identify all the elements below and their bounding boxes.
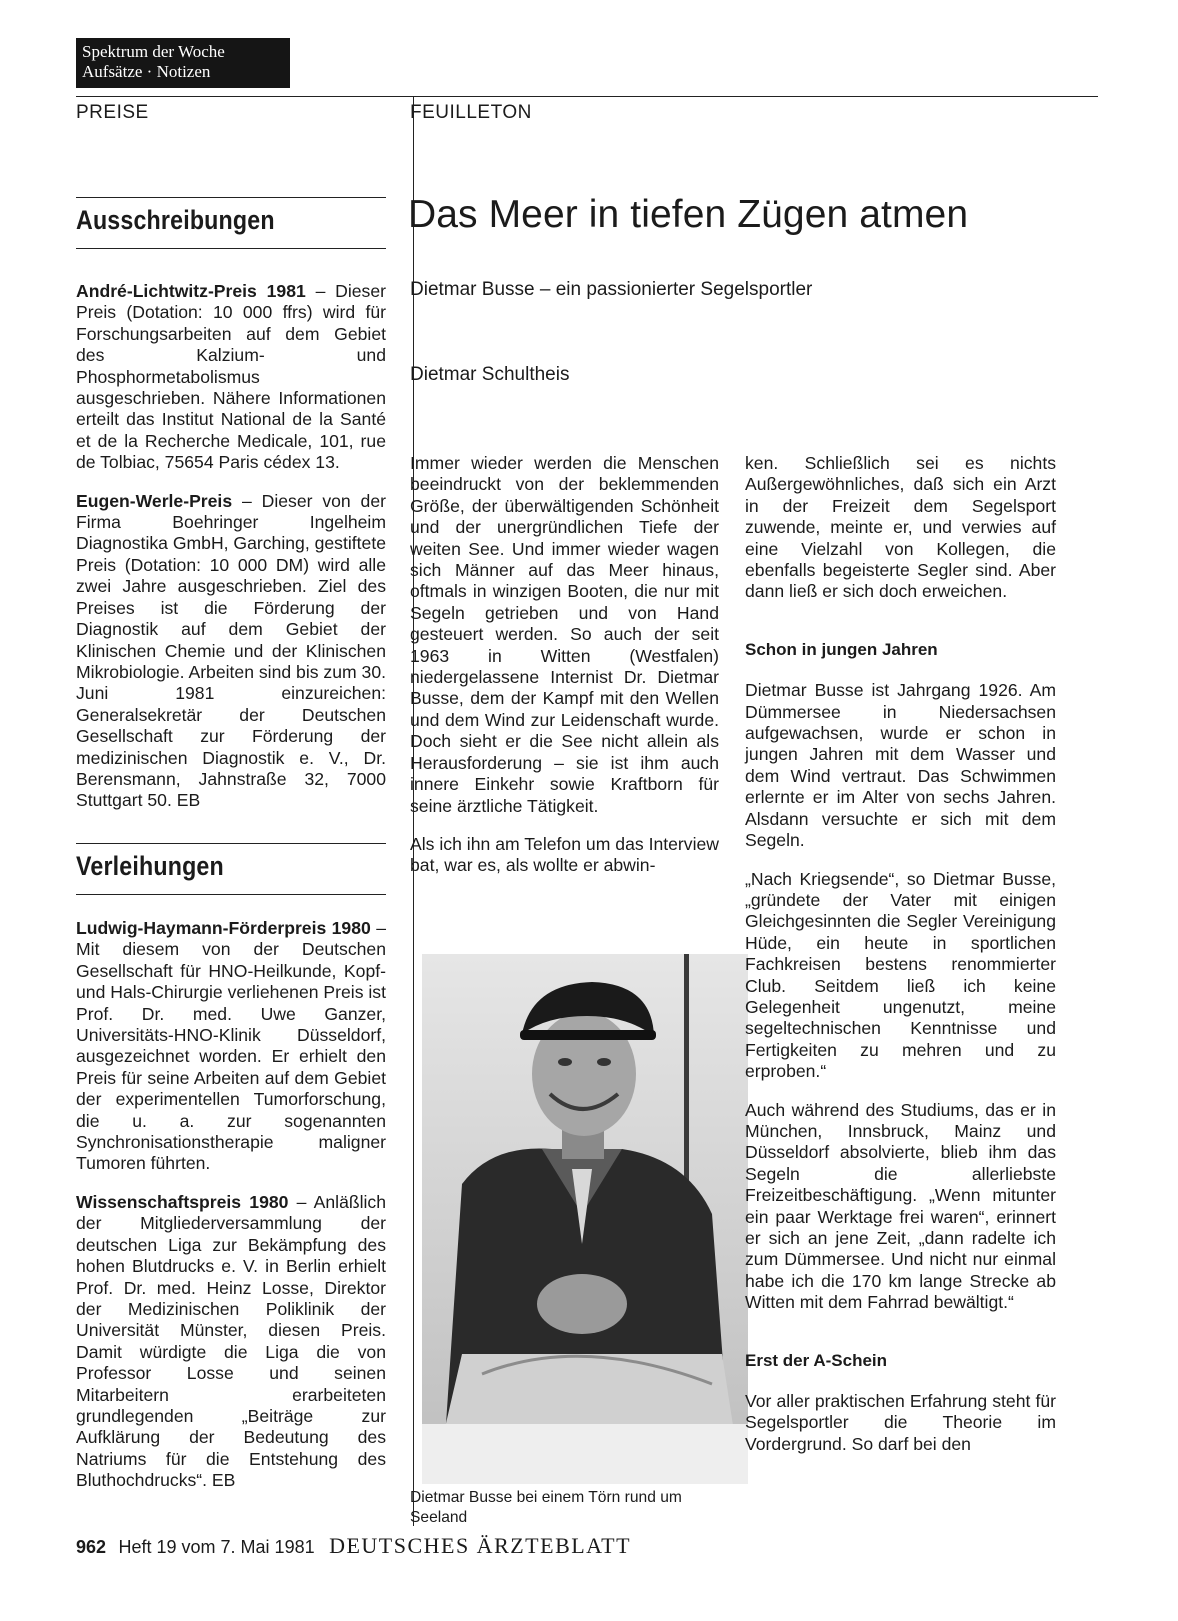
article-paragraph: Als ich ihn am Telefon um das Interview bat, war es, als wollte er abwin- (410, 833, 719, 876)
section-label-feuilleton: FEUILLETON (410, 102, 532, 123)
prize-entry (76, 1192, 386, 1492)
portrait-photo (422, 954, 748, 1484)
article-column-1 (410, 453, 719, 894)
section-label-preise: PREISE (76, 102, 149, 123)
verleihungen-body (76, 918, 386, 1509)
article-subhead: Schon in jungen Jahren (745, 639, 938, 659)
heading-verleihungen: Verleihungen (76, 851, 224, 881)
heading-rule (76, 843, 386, 844)
article-author: Dietmar Schultheis (410, 364, 570, 385)
prize-title: Eugen-Werle-Preis (76, 490, 233, 511)
page-footer (76, 1533, 631, 1559)
prize-text: – Mit diesem von der Deutschen Gesellschaft für HNO-Heilkunde, Kopf- und Hals-Chirurgie verliehenen Preis ist Prof. Dr. med. Uwe Ganzer, Universitäts-HNO-Klinik Düsseldorf, ausgezeichnet worden. Er erhielt den Preis für seine Arbeiten auf dem Gebiet der experimentellen Tumorforschung, die u. a. zur sogenannten Synchronisationstherapie maligner Tumoren führten. (76, 918, 386, 1174)
ausschreibungen-body (76, 281, 386, 829)
heading-rule (76, 248, 386, 249)
section-badge (76, 38, 290, 88)
heading-rule (76, 894, 386, 895)
issue-info: Heft 19 vom 7. Mai 1981 (118, 1537, 315, 1557)
article-column-2 (745, 453, 1056, 1472)
heading-rule (76, 197, 386, 198)
prize-text: – Anläßlich der Mitgliederversammlung der deutschen Liga zur Bekämpfung des hohen Blutdrucks e. V. in Berlin erhielt Prof. Dr. med. Heinz Losse, Direktor der Medizinischen Poliklinik der Universität Münster, diesen Preis. Damit würdigte die Liga die von Professor Losse und seinen Mitarbeitern erarbeiteten grundlegenden „Beiträge zur Aufklärung der Bedeutung des Natriums für die Entstehung des Bluthochdrucks“. EB (76, 1191, 387, 1491)
prize-entry (76, 918, 386, 1175)
article-paragraph: „Nach Kriegsende“, so Dietmar Busse, „gründete der Vater mit einigen Gleichgesinnten die Segler Vereinigung Hüde, ein heute in sportlichen Fachkreisen bestens renommierter Club. Seitdem ließ ich keine Gelegenheit ungenutzt, meine segeltechnischen Kenntnisse und Fertigkeiten zu mehren und zu erproben.“ (745, 868, 1056, 1082)
article-paragraph: Vor aller praktischen Erfahrung steht für Segelsportler die Theorie im Vordergrund. So darf bei den (745, 1391, 1056, 1454)
article-paragraph: Dietmar Busse ist Jahrgang 1926. Am Dümmersee in Niedersachsen aufgewachsen, wurde er schon in jungen Jahren mit dem Wasser und dem Wind vertraut. Das Schwimmen erlernte er im Alter von sechs Jahren. Alsdann versuchte er sich mit dem Segeln. (745, 680, 1056, 851)
magazine-name: DEUTSCHES ÄRZTEBLATT (329, 1533, 632, 1558)
badge-line-1: Spektrum der Woche (82, 42, 225, 61)
prize-entry (76, 281, 386, 474)
article-subhead: Erst der A-Schein (745, 1350, 888, 1370)
portrait-photo-image (422, 954, 748, 1484)
article-headline: Das Meer in tiefen Zügen atmen (408, 193, 969, 236)
article-paragraph: Auch während des Studiums, das er in München, Innsbruck, Mainz und Düsseldorf absolvierte, blieb ihm das Segeln die allerliebste Freizeitbeschäftigung. „Wenn mitunter ein paar Werktage frei waren“, erinnert er sich an jene Zeit, „dann radelte ich zum Dümmersee. Und nicht nur einmal habe ich die 170 km lange Strecke ab Witten mit dem Fahrrad bewältigt.“ (745, 1099, 1056, 1313)
top-rule (76, 96, 1098, 97)
prize-text: – Dieser Preis (Dotation: 10 000 ffrs) wird für Forschungsarbeiten auf dem Gebiet des Kalzium- und Phosphormetabolismus ausgeschrieben. Nähere Informationen erteilt das Institut National de la Santé et de la Recherche Medicale, 101, rue de Tolbiac, 75654 Paris cédex 13. (76, 281, 386, 473)
article-paragraph: ken. Schließlich sei es nichts Außergewöhnliches, daß sich ein Arzt in der Freizeit dem Segelsport zuwende, meinte er, und verwies auf eine Vielzahl von Kollegen, die ebenfalls begeisterte Segler sind. Aber dann ließ er sich doch erweichen. (745, 453, 1056, 602)
prize-entry (76, 491, 386, 812)
article-subtitle: Dietmar Busse – ein passionierter Segelsportler (410, 279, 813, 300)
prize-title: Wissenschaftspreis 1980 (76, 1191, 289, 1212)
article-paragraph: Immer wieder werden die Menschen beeindruckt von der beklemmenden Größe, der überwältigenden Schönheit und der unergründlichen Tiefe der weiten See. Und immer wieder wagen sich Männer auf das Meer hinaus, oftmals in winzigen Booten, die nur mit Segeln getrieben und von Hand gesteuert werden. So auch der seit 1963 in Witten (Westfalen) niedergelassene Internist Dr. Dietmar Busse, dem der Kampf mit den Wellen und dem Wind zur Leidenschaft wurde. Doch sieht er die See nicht allein als Herausforderung – sie ist ihm auch innere Einkehr sowie Kraftborn für seine ärztliche Tätigkeit. (410, 453, 719, 816)
page-number: 962 (76, 1537, 107, 1557)
heading-ausschreibungen: Ausschreibungen (76, 205, 275, 235)
photo-caption: Dietmar Busse bei einem Törn rund um Seeland (410, 1489, 682, 1526)
prize-text: – Dieser von der Firma Boehringer Ingelheim Diagnostika GmbH, Garching, gestiftete Preis (Dotation: 10 000 DM) wird alle zwei Jahre ausgeschrieben. Ziel des Preises ist die Förderung der Diagnostik auf dem Gebiet der Klinischen Chemie und der Klinischen Mikrobiologie. Arbeiten sind bis zum 30. Juni 1981 einzureichen: Generalsekretär der Deutschen Gesellschaft zur Förderung der medizinischen Diagnostik e. V., Dr. Berensmann, Jahnstraße 32, 7000 Stuttgart 50. EB (76, 490, 387, 811)
badge-line-2: Aufsätze · Notizen (82, 62, 211, 81)
prize-title: André-Lichtwitz-Preis 1981 (76, 281, 306, 301)
prize-title: Ludwig-Haymann-Förderpreis 1980 (76, 918, 371, 938)
